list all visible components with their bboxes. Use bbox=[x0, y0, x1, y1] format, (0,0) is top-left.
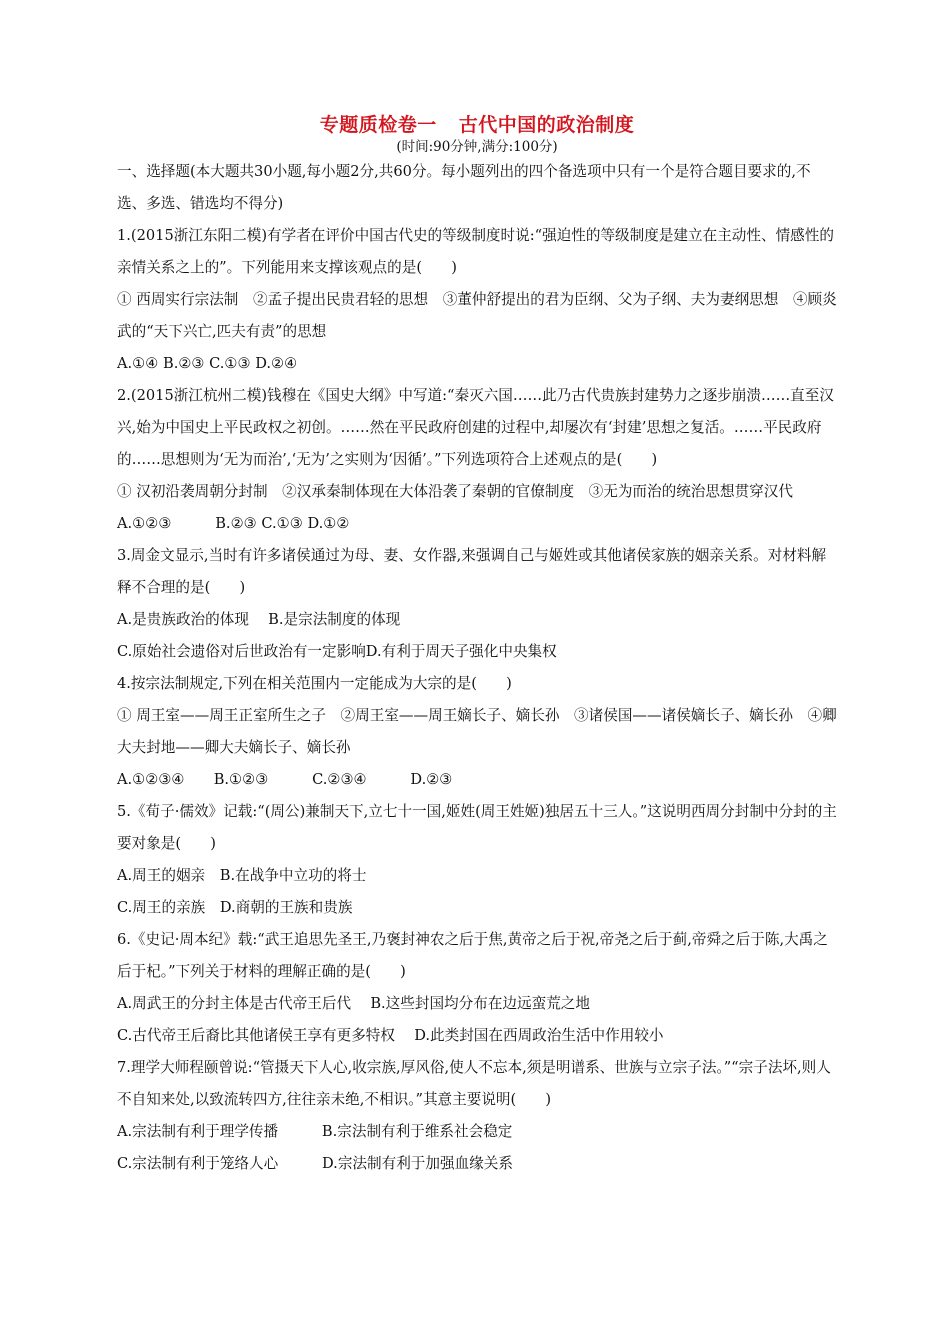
question-5-stem: 5.《荀子·儒效》记载:“(周公)兼制天下,立七十一国,姬姓(周王姓姬)独居五十三人。”这说明西周分封制中分封的主要对象是( ) bbox=[117, 803, 837, 852]
exam-page bbox=[117, 112, 837, 1180]
question-1-stem: 1.(2015浙江东阳二模)有学者在评价中国古代史的等级制度时说:“强迫性的等级制度是建立在主动性、情感性的亲情关系之上的”。下列能用来支撑该观点的是( ) bbox=[117, 227, 834, 276]
question-3-stem: 3.周金文显示,当时有许多诸侯通过为母、妻、女作器,来强调自己与姬姓或其他诸侯家族的姻亲关系。对材料解释不合理的是( ) bbox=[117, 547, 827, 596]
question-3-option-row-2: C.原始社会遗俗对后世政治有一定影响D.有利于周天子强化中央集权 bbox=[117, 643, 557, 660]
title-part1: 专题质检卷一 bbox=[319, 114, 437, 136]
question-5-option-row-1: A.周王的姻亲 B.在战争中立功的将士 bbox=[117, 867, 367, 884]
question-6-option-row-2: C.古代帝王后裔比其他诸侯王享有更多特权 D.此类封国在西周政治生活中作用较小 bbox=[117, 1027, 664, 1044]
question-4-stem: 4.按宗法制规定,下列在相关范围内一定能成为大宗的是( ) bbox=[117, 675, 512, 692]
question-4-options: A.①②③④ B.①②③ C.②③④ D.②③ bbox=[117, 771, 453, 788]
question-1-items: ① 西周实行宗法制 ②孟子提出民贵君轻的思想 ③董仲舒提出的君为臣纲、父为子纲、夫为妻纲思想 ④顾炎武的“天下兴亡,匹夫有责”的思想 bbox=[117, 291, 837, 340]
question-7-stem: 7.理学大师程颐曾说:“管摄天下人心,收宗族,厚风俗,使人不忘本,须是明谱系、世族与立宗子法。”“宗子法坏,则人不自知来处,以致流转四方,往往亲未绝,不相识。”其意主要说明( ) bbox=[117, 1059, 831, 1108]
question-5-option-row-2: C.周王的亲族 D.商朝的王族和贵族 bbox=[117, 899, 353, 916]
page-title bbox=[117, 112, 837, 138]
question-2-stem: 2.(2015浙江杭州二模)钱穆在《国史大纲》中写道:“秦灭六国……此乃古代贵族封建势力之逐步崩溃……直至汉兴,始为中国史上平民政权之初创。……然在平民政府创建的过程中,却屡次有‘封建’思想之复活。……平民政府的……思想则为‘无为而治’,‘无为’之实则为‘因循’。”下列选项符合上述观点的是( ) bbox=[117, 387, 834, 468]
question-6-stem: 6.《史记·周本纪》载:“武王追思先圣王,乃褒封神农之后于焦,黄帝之后于祝,帝尧之后于蓟,帝舜之后于陈,大禹之后于杞。”下列关于材料的理解正确的是( ) bbox=[117, 931, 828, 980]
title-part2: 古代中国的政治制度 bbox=[458, 114, 635, 136]
question-1-options: A.①④ B.②③ C.①③ D.②④ bbox=[117, 355, 298, 372]
question-4-items: ① 周王室——周王正室所生之子 ②周王室——周王嫡长子、嫡长孙 ③诸侯国——诸侯嫡长子、嫡长孙 ④卿大夫封地——卿大夫嫡长子、嫡长孙 bbox=[117, 707, 837, 756]
question-7-option-row-1: A.宗法制有利于理学传播 B.宗法制有利于维系社会稳定 bbox=[117, 1123, 513, 1140]
question-2-items: ① 汉初沿袭周朝分封制 ②汉承秦制体现在大体沿袭了秦朝的官僚制度 ③无为而治的统治思想贯穿汉代 bbox=[117, 483, 793, 500]
section-intro: 一、选择题(本大题共30小题,每小题2分,共60分。每小题列出的四个备选项中只有一个是符合题目要求的,不选、多选、错选均不得分) bbox=[117, 163, 811, 212]
exam-meta: (时间:90分钟,满分:100分) bbox=[396, 139, 558, 155]
question-3-option-row-1: A.是贵族政治的体现 B.是宗法制度的体现 bbox=[117, 611, 401, 628]
question-2-options: A.①②③ B.②③ C.①③ D.①② bbox=[117, 515, 350, 532]
question-6-option-row-1: A.周武王的分封主体是古代帝王后代 B.这些封国均分布在边远蛮荒之地 bbox=[117, 995, 590, 1012]
question-7-option-row-2: C.宗法制有利于笼络人心 D.宗法制有利于加强血缘关系 bbox=[117, 1155, 513, 1172]
